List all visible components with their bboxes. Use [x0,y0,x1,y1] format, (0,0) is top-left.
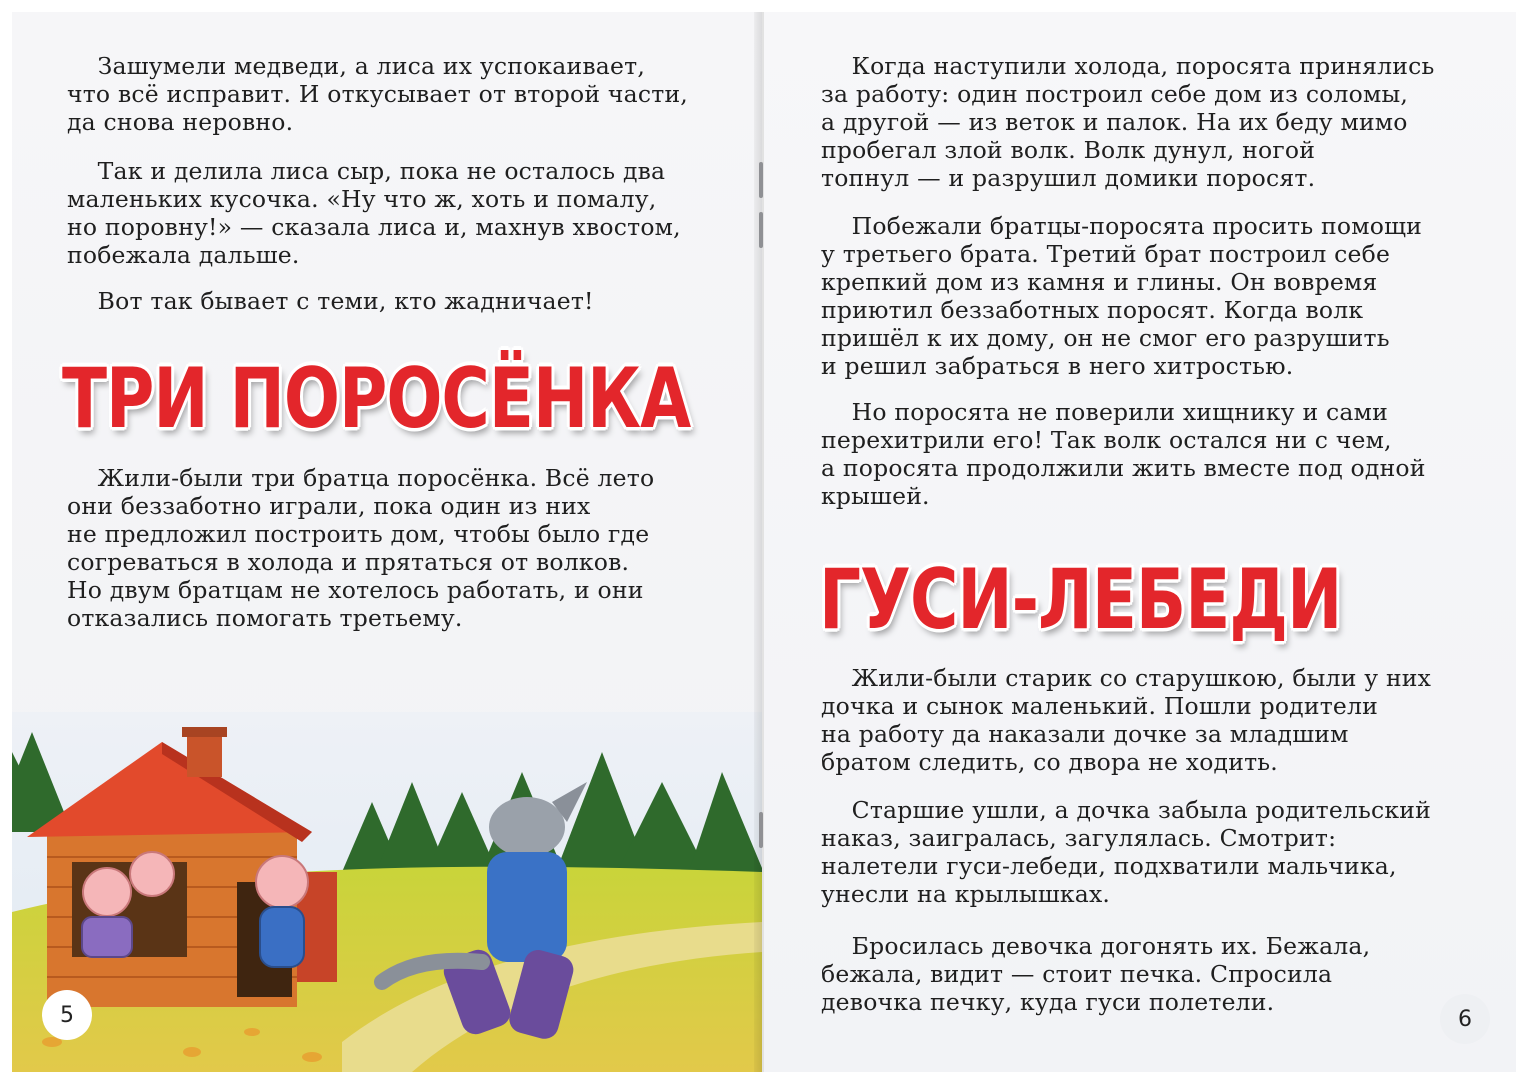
paragraph: Вот так бывает с теми, кто жадничает! [67,287,594,315]
paragraph: Так и делила лиса сыр, пока не осталось два маленьких кусочка. «Ну что ж, хоть и помалу, но поровну!» — сказала лиса и, махнув хвостом, побежала дальше. [67,157,681,269]
staple [759,212,763,248]
staple [759,162,763,198]
paragraph: Бросилась девочка догонять их. Бежала, бежала, видит — стоит печка. Спросила девочка печку, куда гуси полетели. [821,932,1371,1016]
story-title-three-pigs: ТРИ ПОРОСЁНКА [62,350,691,447]
page-number: 5 [42,990,92,1040]
paragraph: Побежали братцы-поросята просить помощи у третьего брата. Третий брат построил себе крепкий дом из камня и глины. Он вовремя приютил беззаботных поросят. Когда волк пришёл к их дому, он не смог его разрушить и решил забраться в него хитростью. [821,212,1422,380]
staple [759,812,763,848]
right-page [764,12,1516,1072]
paragraph: Но поросята не поверили хищнику и сами перехитрили его! Так волк остался ни с чем, а поросята продолжили жить вместе под одной крышей. [821,398,1426,510]
page-number: 6 [1440,994,1490,1044]
paragraph: Когда наступили холода, поросята принялись за работу: один построил себе дом из соломы, а другой — из веток и палок. На их беду мимо пробегал злой волк. Волк дунул, ногой топнул — и разрушил домики поросят. [821,52,1435,192]
paragraph: Зашумели медведи, а лиса их успокаивает, что всё исправит. И откусывает от второй части, да снова неровно. [67,52,688,136]
paragraph: Жили-были три братца поросёнка. Всё лето они беззаботно играли, пока один из них не предложил построить дом, чтобы было где согреваться в холода и прятаться от волков. Но двум братцам не хотелось работать, и они отказались помогать третьему. [67,464,655,632]
paragraph: Старшие ушли, а дочка забыла родительский наказ, заигралась, загулялась. Смотрит: налетели гуси-лебеди, подхватили мальчика, унесли на крылышках. [821,796,1432,908]
three-pigs-illustration [12,712,762,1072]
book-spread [12,12,1516,1072]
story-title-swan-geese: ГУСИ-ЛЕБЕДИ [819,551,1342,648]
paragraph: Жили-были старик со старушкою, были у них дочка и сынок маленький. Пошли родители на работу да наказали дочке за младшим братом следить, со двора не ходить. [821,664,1432,776]
left-page [12,12,762,1072]
